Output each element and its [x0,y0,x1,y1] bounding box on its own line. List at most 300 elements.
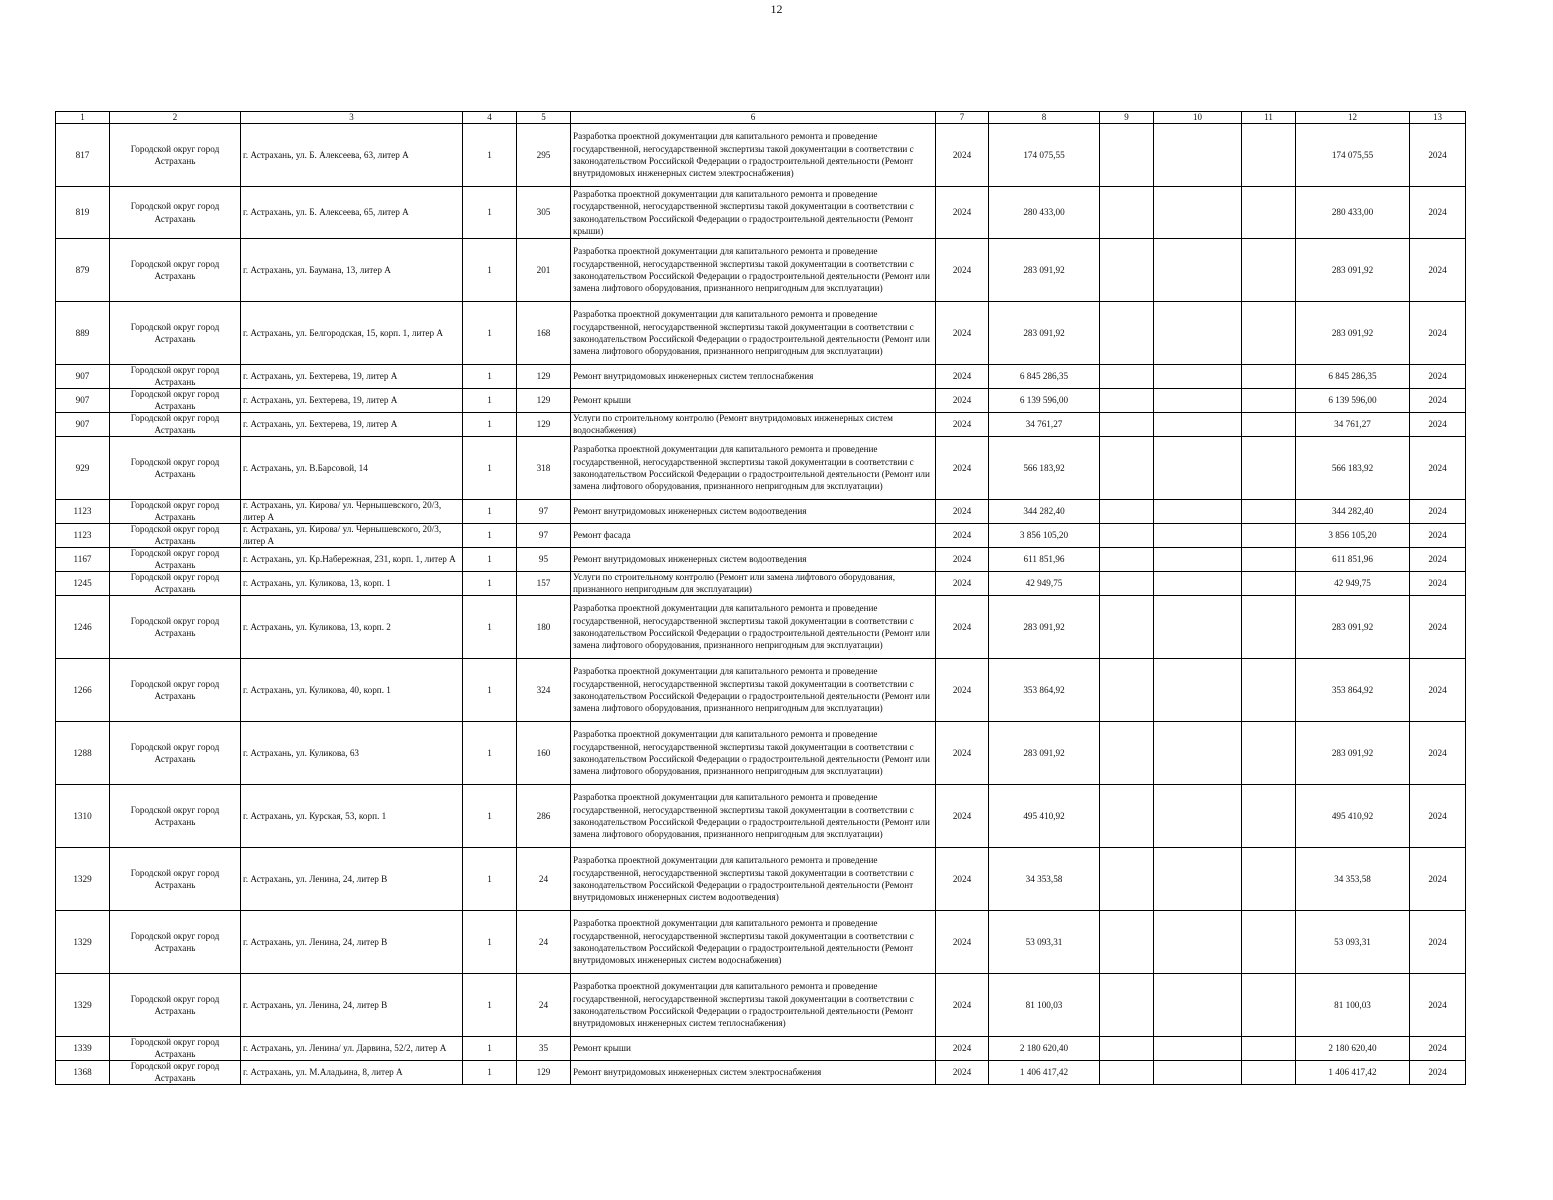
amount-cell: 1 406 417,42 [989,1061,1100,1085]
col5-cell: 24 [517,848,571,911]
col11-cell [1242,365,1296,389]
municipality-cell: Городской округ город Астрахань [110,974,241,1037]
amount-cell: 283 091,92 [989,722,1100,785]
total-cell: 6 139 596,00 [1296,389,1410,413]
col9-cell [1100,848,1154,911]
col11-cell [1242,437,1296,500]
total-cell: 2 180 620,40 [1296,1037,1410,1061]
amount-cell: 283 091,92 [989,239,1100,302]
row-number: 1368 [56,1061,110,1085]
col10-cell [1154,572,1242,596]
col11-cell [1242,911,1296,974]
table-row [56,413,1466,437]
col11-cell [1242,500,1296,524]
total-cell: 283 091,92 [1296,239,1410,302]
table-row [56,524,1466,548]
row-number: 1329 [56,848,110,911]
address-cell: г. Астрахань, ул. Бехтерева, 19, литер А [241,413,463,437]
column-header-13: 13 [1410,112,1466,124]
year-cell: 2024 [936,911,989,974]
table-row [56,124,1466,187]
amount-cell: 344 282,40 [989,500,1100,524]
column-header-5: 5 [517,112,571,124]
table-body [56,124,1466,1085]
table-row [56,974,1466,1037]
col4-cell: 1 [463,124,517,187]
col9-cell [1100,524,1154,548]
total-cell: 174 075,55 [1296,124,1410,187]
col10-cell [1154,785,1242,848]
column-header-6: 6 [571,112,936,124]
address-cell: г. Астрахань, ул. Б. Алексеева, 63, литер А [241,124,463,187]
col11-cell [1242,722,1296,785]
column-header-11: 11 [1242,112,1296,124]
col5-cell: 129 [517,389,571,413]
col9-cell [1100,239,1154,302]
year-cell: 2024 [936,722,989,785]
address-cell: г. Астрахань, ул. Белгородская, 15, корп. 1, литер А [241,302,463,365]
col9-cell [1100,413,1154,437]
col4-cell: 1 [463,413,517,437]
col10-cell [1154,596,1242,659]
row-number: 1123 [56,500,110,524]
work-description-cell: Разработка проектной документации для капитального ремонта и проведение государственной, негосударственной экспертизы такой документации в соответствии с законодательством Российской Федерации о градостроительной деятельности (Ремонт или замена лифтового оборудования, признанного непригодным для эксплуатации) [571,659,936,722]
col10-cell [1154,848,1242,911]
completion-year-cell: 2024 [1410,785,1466,848]
table-row [56,785,1466,848]
table-row [56,1037,1466,1061]
work-description-cell: Разработка проектной документации для капитального ремонта и проведение государственной, негосударственной экспертизы такой документации в соответствии с законодательством Российской Федерации о градостроительной деятельности (Ремонт или замена лифтового оборудования, признанного непригодным для эксплуатации) [571,722,936,785]
amount-cell: 353 864,92 [989,659,1100,722]
col4-cell: 1 [463,785,517,848]
col4-cell: 1 [463,659,517,722]
amount-cell: 42 949,75 [989,572,1100,596]
amount-cell: 3 856 105,20 [989,524,1100,548]
row-number: 1266 [56,659,110,722]
table-row [56,389,1466,413]
completion-year-cell: 2024 [1410,500,1466,524]
col5-cell: 168 [517,302,571,365]
col10-cell [1154,500,1242,524]
column-header-8: 8 [989,112,1100,124]
table-row [56,659,1466,722]
column-header-2: 2 [110,112,241,124]
year-cell: 2024 [936,1061,989,1085]
work-description-cell: Разработка проектной документации для капитального ремонта и проведение государственной, негосударственной экспертизы такой документации в соответствии с законодательством Российской Федерации о градостроительной деятельности (Ремонт крыши) [571,187,936,239]
row-number: 1123 [56,524,110,548]
col11-cell [1242,659,1296,722]
col9-cell [1100,500,1154,524]
row-number: 1329 [56,974,110,1037]
col9-cell [1100,572,1154,596]
work-description-cell: Разработка проектной документации для капитального ремонта и проведение государственной, негосударственной экспертизы такой документации в соответствии с законодательством Российской Федерации о градостроительной деятельности (Ремонт внутридомовых инженерных систем водоотведения) [571,848,936,911]
column-header-7: 7 [936,112,989,124]
col11-cell [1242,524,1296,548]
col4-cell: 1 [463,572,517,596]
total-cell: 53 093,31 [1296,911,1410,974]
table-row [56,187,1466,239]
table-row [56,1061,1466,1085]
row-number: 1288 [56,722,110,785]
municipality-cell: Городской округ город Астрахань [110,239,241,302]
total-cell: 42 949,75 [1296,572,1410,596]
completion-year-cell: 2024 [1410,848,1466,911]
address-cell: г. Астрахань, ул. Курская, 53, корп. 1 [241,785,463,848]
table-row [56,848,1466,911]
col9-cell [1100,1037,1154,1061]
municipality-cell: Городской округ город Астрахань [110,911,241,974]
col4-cell: 1 [463,239,517,302]
municipality-cell: Городской округ город Астрахань [110,302,241,365]
col5-cell: 286 [517,785,571,848]
municipality-cell: Городской округ город Астрахань [110,124,241,187]
work-description-cell: Ремонт внутридомовых инженерных систем водоотведения [571,548,936,572]
address-cell: г. Астрахань, ул. Ленина, 24, литер В [241,974,463,1037]
col9-cell [1100,659,1154,722]
col10-cell [1154,722,1242,785]
total-cell: 6 845 286,35 [1296,365,1410,389]
municipality-cell: Городской округ город Астрахань [110,1037,241,1061]
col11-cell [1242,785,1296,848]
year-cell: 2024 [936,785,989,848]
work-description-cell: Разработка проектной документации для капитального ремонта и проведение государственной, негосударственной экспертизы такой документации в соответствии с законодательством Российской Федерации о градостроительной деятельности (Ремонт или замена лифтового оборудования, признанного непригодным для эксплуатации) [571,239,936,302]
table-row [56,548,1466,572]
work-description-cell: Ремонт внутридомовых инженерных систем теплоснабжения [571,365,936,389]
column-header-10: 10 [1154,112,1242,124]
year-cell: 2024 [936,239,989,302]
table-row [56,722,1466,785]
row-number: 1329 [56,911,110,974]
col4-cell: 1 [463,302,517,365]
col11-cell [1242,572,1296,596]
amount-cell: 34 761,27 [989,413,1100,437]
total-cell: 280 433,00 [1296,187,1410,239]
col5-cell: 97 [517,524,571,548]
col4-cell: 1 [463,365,517,389]
col4-cell: 1 [463,596,517,659]
col5-cell: 97 [517,500,571,524]
col11-cell [1242,124,1296,187]
table-row [56,437,1466,500]
address-cell: г. Астрахань, ул. В.Барсовой, 14 [241,437,463,500]
col9-cell [1100,187,1154,239]
municipality-cell: Городской округ город Астрахань [110,437,241,500]
amount-cell: 566 183,92 [989,437,1100,500]
col11-cell [1242,187,1296,239]
col9-cell [1100,596,1154,659]
completion-year-cell: 2024 [1410,302,1466,365]
col11-cell [1242,848,1296,911]
col5-cell: 24 [517,974,571,1037]
total-cell: 283 091,92 [1296,596,1410,659]
col9-cell [1100,722,1154,785]
row-number: 817 [56,124,110,187]
year-cell: 2024 [936,548,989,572]
completion-year-cell: 2024 [1410,596,1466,659]
col4-cell: 1 [463,187,517,239]
row-number: 1310 [56,785,110,848]
municipality-cell: Городской округ город Астрахань [110,548,241,572]
address-cell: г. Астрахань, ул. Кр.Набережная, 231, корп. 1, литер А [241,548,463,572]
col5-cell: 180 [517,596,571,659]
municipality-cell: Городской округ город Астрахань [110,848,241,911]
row-number: 1339 [56,1037,110,1061]
total-cell: 34 761,27 [1296,413,1410,437]
completion-year-cell: 2024 [1410,1061,1466,1085]
row-number: 879 [56,239,110,302]
col11-cell [1242,1061,1296,1085]
year-cell: 2024 [936,187,989,239]
col5-cell: 35 [517,1037,571,1061]
row-number: 907 [56,413,110,437]
col4-cell: 1 [463,911,517,974]
address-cell: г. Астрахань, ул. Кирова/ ул. Чернышевского, 20/3, литер А [241,500,463,524]
table-row [56,596,1466,659]
completion-year-cell: 2024 [1410,413,1466,437]
address-cell: г. Астрахань, ул. Куликова, 40, корп. 1 [241,659,463,722]
total-cell: 81 100,03 [1296,974,1410,1037]
col5-cell: 318 [517,437,571,500]
table-row [56,239,1466,302]
address-cell: г. Астрахань, ул. Б. Алексеева, 65, литер А [241,187,463,239]
completion-year-cell: 2024 [1410,437,1466,500]
completion-year-cell: 2024 [1410,974,1466,1037]
col11-cell [1242,596,1296,659]
year-cell: 2024 [936,974,989,1037]
work-description-cell: Услуги по строительному контролю (Ремонт или замена лифтового оборудования, признанного непригодным для эксплуатации) [571,572,936,596]
total-cell: 566 183,92 [1296,437,1410,500]
row-number: 907 [56,365,110,389]
col11-cell [1242,413,1296,437]
year-cell: 2024 [936,437,989,500]
table-row [56,911,1466,974]
col5-cell: 324 [517,659,571,722]
total-cell: 283 091,92 [1296,722,1410,785]
total-cell: 34 353,58 [1296,848,1410,911]
col10-cell [1154,124,1242,187]
total-cell: 495 410,92 [1296,785,1410,848]
year-cell: 2024 [936,524,989,548]
col5-cell: 295 [517,124,571,187]
year-cell: 2024 [936,302,989,365]
work-description-cell: Разработка проектной документации для капитального ремонта и проведение государственной, негосударственной экспертизы такой документации в соответствии с законодательством Российской Федерации о градостроительной деятельности (Ремонт внутридомовых инженерных систем электроснабжения) [571,124,936,187]
completion-year-cell: 2024 [1410,187,1466,239]
year-cell: 2024 [936,1037,989,1061]
completion-year-cell: 2024 [1410,572,1466,596]
column-header-4: 4 [463,112,517,124]
municipality-cell: Городской округ город Астрахань [110,785,241,848]
municipality-cell: Городской округ город Астрахань [110,500,241,524]
municipality-cell: Городской округ город Астрахань [110,365,241,389]
column-header-3: 3 [241,112,463,124]
work-description-cell: Услуги по строительному контролю (Ремонт внутридомовых инженерных систем водоснабжения) [571,413,936,437]
col10-cell [1154,437,1242,500]
col4-cell: 1 [463,722,517,785]
address-cell: г. Астрахань, ул. Баумана, 13, литер А [241,239,463,302]
address-cell: г. Астрахань, ул. Куликова, 13, корп. 1 [241,572,463,596]
col9-cell [1100,437,1154,500]
row-number: 907 [56,389,110,413]
amount-cell: 6 139 596,00 [989,389,1100,413]
col10-cell [1154,974,1242,1037]
municipality-cell: Городской округ город Астрахань [110,187,241,239]
table-row [56,365,1466,389]
work-description-cell: Ремонт фасада [571,524,936,548]
municipality-cell: Городской округ город Астрахань [110,572,241,596]
column-header-1: 1 [56,112,110,124]
table-row [56,500,1466,524]
address-cell: г. Астрахань, ул. Ленина/ ул. Дарвина, 52/2, литер А [241,1037,463,1061]
col4-cell: 1 [463,1061,517,1085]
work-description-cell: Разработка проектной документации для капитального ремонта и проведение государственной, негосударственной экспертизы такой документации в соответствии с законодательством Российской Федерации о градостроительной деятельности (Ремонт внутридомовых инженерных систем водоснабжения) [571,911,936,974]
col10-cell [1154,302,1242,365]
col4-cell: 1 [463,524,517,548]
amount-cell: 174 075,55 [989,124,1100,187]
completion-year-cell: 2024 [1410,659,1466,722]
col9-cell [1100,124,1154,187]
col10-cell [1154,389,1242,413]
col4-cell: 1 [463,437,517,500]
col9-cell [1100,389,1154,413]
work-description-cell: Разработка проектной документации для капитального ремонта и проведение государственной, негосударственной экспертизы такой документации в соответствии с законодательством Российской Федерации о градостроительной деятельности (Ремонт внутридомовых инженерных систем теплоснабжения) [571,974,936,1037]
completion-year-cell: 2024 [1410,548,1466,572]
year-cell: 2024 [936,659,989,722]
year-cell: 2024 [936,848,989,911]
total-cell: 344 282,40 [1296,500,1410,524]
year-cell: 2024 [936,365,989,389]
completion-year-cell: 2024 [1410,365,1466,389]
address-cell: г. Астрахань, ул. Бехтерева, 19, литер А [241,365,463,389]
col9-cell [1100,785,1154,848]
col4-cell: 1 [463,1037,517,1061]
row-number: 889 [56,302,110,365]
year-cell: 2024 [936,124,989,187]
address-cell: г. Астрахань, ул. Ленина, 24, литер В [241,911,463,974]
amount-cell: 611 851,96 [989,548,1100,572]
address-cell: г. Астрахань, ул. Куликова, 13, корп. 2 [241,596,463,659]
year-cell: 2024 [936,413,989,437]
year-cell: 2024 [936,500,989,524]
col9-cell [1100,974,1154,1037]
col9-cell [1100,911,1154,974]
amount-cell: 280 433,00 [989,187,1100,239]
work-description-cell: Ремонт крыши [571,1037,936,1061]
work-description-cell: Ремонт крыши [571,389,936,413]
year-cell: 2024 [936,389,989,413]
col10-cell [1154,413,1242,437]
municipality-cell: Городской округ город Астрахань [110,722,241,785]
total-cell: 1 406 417,42 [1296,1061,1410,1085]
col5-cell: 95 [517,548,571,572]
col5-cell: 129 [517,1061,571,1085]
col5-cell: 160 [517,722,571,785]
col4-cell: 1 [463,548,517,572]
col9-cell [1100,548,1154,572]
completion-year-cell: 2024 [1410,1037,1466,1061]
column-header-9: 9 [1100,112,1154,124]
col5-cell: 129 [517,413,571,437]
col10-cell [1154,187,1242,239]
col11-cell [1242,302,1296,365]
col11-cell [1242,974,1296,1037]
col9-cell [1100,302,1154,365]
total-cell: 353 864,92 [1296,659,1410,722]
total-cell: 283 091,92 [1296,302,1410,365]
year-cell: 2024 [936,596,989,659]
work-description-cell: Разработка проектной документации для капитального ремонта и проведение государственной, негосударственной экспертизы такой документации в соответствии с законодательством Российской Федерации о градостроительной деятельности (Ремонт или замена лифтового оборудования, признанного непригодным для эксплуатации) [571,302,936,365]
col11-cell [1242,1037,1296,1061]
page-number: 12 [770,2,783,16]
completion-year-cell: 2024 [1410,524,1466,548]
col9-cell [1100,1061,1154,1085]
col10-cell [1154,365,1242,389]
completion-year-cell: 2024 [1410,239,1466,302]
amount-cell: 495 410,92 [989,785,1100,848]
col5-cell: 201 [517,239,571,302]
amount-cell: 34 353,58 [989,848,1100,911]
col9-cell [1100,365,1154,389]
completion-year-cell: 2024 [1410,722,1466,785]
municipality-cell: Городской округ город Астрахань [110,389,241,413]
amount-cell: 81 100,03 [989,974,1100,1037]
amount-cell: 283 091,92 [989,596,1100,659]
col10-cell [1154,911,1242,974]
col11-cell [1242,548,1296,572]
completion-year-cell: 2024 [1410,911,1466,974]
work-description-cell: Ремонт внутридомовых инженерных систем электроснабжения [571,1061,936,1085]
col5-cell: 157 [517,572,571,596]
col4-cell: 1 [463,974,517,1037]
address-cell: г. Астрахань, ул. Куликова, 63 [241,722,463,785]
col10-cell [1154,659,1242,722]
row-number: 1246 [56,596,110,659]
capital-repair-register-table [55,111,1466,1085]
completion-year-cell: 2024 [1410,389,1466,413]
row-number: 929 [56,437,110,500]
col4-cell: 1 [463,848,517,911]
col10-cell [1154,524,1242,548]
municipality-cell: Городской округ город Астрахань [110,524,241,548]
amount-cell: 53 093,31 [989,911,1100,974]
address-cell: г. Астрахань, ул. Бехтерева, 19, литер А [241,389,463,413]
col11-cell [1242,239,1296,302]
row-number: 1167 [56,548,110,572]
col10-cell [1154,1061,1242,1085]
table-row [56,572,1466,596]
col10-cell [1154,1037,1242,1061]
row-number: 1245 [56,572,110,596]
total-cell: 3 856 105,20 [1296,524,1410,548]
municipality-cell: Городской округ город Астрахань [110,1061,241,1085]
address-cell: г. Астрахань, ул. М.Аладьина, 8, литер А [241,1061,463,1085]
col5-cell: 24 [517,911,571,974]
total-cell: 611 851,96 [1296,548,1410,572]
column-number-header-row [56,112,1466,124]
column-header-12: 12 [1296,112,1410,124]
col5-cell: 305 [517,187,571,239]
municipality-cell: Городской округ город Астрахань [110,659,241,722]
col10-cell [1154,548,1242,572]
work-description-cell: Разработка проектной документации для капитального ремонта и проведение государственной, негосударственной экспертизы такой документации в соответствии с законодательством Российской Федерации о градостроительной деятельности (Ремонт или замена лифтового оборудования, признанного непригодным для эксплуатации) [571,596,936,659]
amount-cell: 2 180 620,40 [989,1037,1100,1061]
work-description-cell: Ремонт внутридомовых инженерных систем водоотведения [571,500,936,524]
col4-cell: 1 [463,389,517,413]
municipality-cell: Городской округ город Астрахань [110,413,241,437]
amount-cell: 283 091,92 [989,302,1100,365]
address-cell: г. Астрахань, ул. Ленина, 24, литер В [241,848,463,911]
table-row [56,302,1466,365]
work-description-cell: Разработка проектной документации для капитального ремонта и проведение государственной, негосударственной экспертизы такой документации в соответствии с законодательством Российской Федерации о градостроительной деятельности (Ремонт или замена лифтового оборудования, признанного непригодным для эксплуатации) [571,437,936,500]
